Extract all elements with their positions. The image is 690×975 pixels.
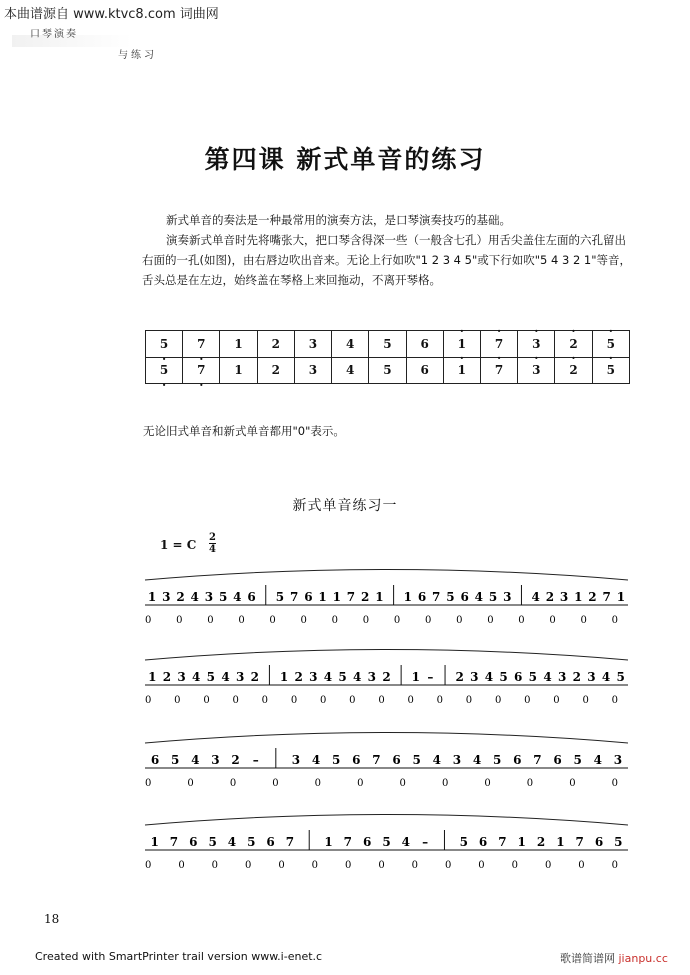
score-note: 5 [616,670,625,684]
hole-chart-cell: · 5 [592,331,629,358]
score-note: 5 [206,670,216,684]
lesson-title: 第四课 新式单音的练习 [204,145,486,174]
score-note: 3 [235,670,245,684]
score-note: 1 [517,835,526,849]
score-note: 4 [192,670,201,684]
score-note: 4 [593,753,602,767]
slur-mark [145,815,628,826]
score-note: 6 [417,590,427,604]
score-note: 4 [474,590,484,604]
score-note: 5 [528,670,538,684]
score-note: 3 [613,753,623,767]
score-note: 2 [361,590,370,604]
score-note: 2 [250,670,259,684]
time-signature-top: 2 [209,532,216,543]
score-note: 3 [291,753,301,767]
footer-credit: Created with SmartPrinter trail version www.i-enet.c [35,950,323,963]
zero-marker-row: 0 0 0 0 0 0 0 0 0 0 0 0 [145,778,619,789]
score-note: 1 [324,835,333,849]
source-watermark: 本曲谱源自 www.ktvc8.com 词曲网 [4,7,219,22]
score-note: 1 [403,590,412,604]
score-note: 6 [150,753,160,767]
score-line [0,645,690,715]
score-note: 4 [190,590,199,604]
score-note: 4 [543,670,552,684]
score-note: 5 [275,590,285,604]
time-signature [209,532,216,555]
harmonica-hole-chart [145,330,630,384]
hole-chart-cell: 5 · [146,357,183,384]
score-note: 6 [514,670,523,684]
hole-chart-cell: 5 · [146,331,183,358]
score-note: 6 [352,753,361,767]
score-note: 4 [432,753,441,767]
intro-paragraph-2: 演奏新式单音时先将嘴张大，把口琴含得深一些（一般含七孔）用舌尖盖住左面的六孔留出右面的一孔(如图)，由右唇边吹出音来。无论上行如吹"1 2 3 4 5"或下行如吹"5 4 3 2 1"等音，舌头总是在左边，始终盖在琴格上来回拖动，不离开琴格。 [142,233,632,287]
score-note: 1 [332,590,341,604]
score-note: 3 [177,670,186,684]
hole-chart-cell: 7 · [183,331,220,358]
score-note: 7 [346,590,356,604]
score-note: 4 [311,753,321,767]
hole-chart-cell: 4 [332,357,369,384]
score-note: 7 [372,753,381,767]
score-note: 3 [309,670,318,684]
zero-marker-row: 0 0 0 0 0 0 0 0 0 0 0 0 0 0 0 0 [145,615,618,626]
score-note: – [252,753,259,767]
hole-chart-cell: 2 [257,331,294,358]
score-note: 2 [382,670,391,684]
hole-chart-cell: · 7 [480,331,517,358]
score-note: 1 [279,670,289,684]
slur-mark [145,570,628,581]
intro-text [142,210,632,290]
hole-chart-cell: 5 [369,357,406,384]
score-note: 5 [208,835,217,849]
score-note: 3 [559,590,569,604]
score-note: 5 [499,670,508,684]
hole-chart-cell: · 3 [518,357,555,384]
hole-chart-row [146,331,630,358]
hole-chart-cell: · 2 [555,357,592,384]
hole-chart-cell: 7 · [183,357,220,384]
score-note: 6 [594,835,604,849]
score-note: 7 [289,590,299,604]
score-note: 5 [493,753,502,767]
hole-chart-cell: 1 [220,357,257,384]
intro-paragraph-1: 新式单音的奏法是一种最常用的演奏方法，是口琴演奏技巧的基础。 [166,213,511,227]
score-note: 4 [233,590,242,604]
score-note: 1 [556,835,565,849]
score-note: 1 [574,590,583,604]
score-note: 1 [147,590,157,604]
score-note: 4 [484,670,494,684]
score-note: 3 [211,753,220,767]
score-note: 7 [432,590,441,604]
score-note: 3 [587,670,596,684]
hole-chart-cell: 3 [294,357,331,384]
score-note: 4 [401,835,410,849]
score-note: 2 [162,670,172,684]
score-note: 1 [616,590,626,604]
score-note: 2 [231,753,240,767]
score-note: 5 [459,835,468,849]
score-note: 6 [553,753,562,767]
hole-chart-cell: 4 [332,331,369,358]
score-note: 2 [455,670,464,684]
score-line [0,728,690,798]
slur-mark [145,650,628,661]
score-note: 3 [503,590,512,604]
score-note: 3 [557,670,567,684]
score-note: 5 [338,670,347,684]
hole-chart-cell: 6 [406,357,443,384]
score-note: 3 [470,670,479,684]
zero-marker-row: 0 0 0 0 0 0 0 0 0 0 0 0 0 0 0 [145,860,619,871]
footer-brand-name: 歌谱简谱网 [560,952,615,965]
score-note: 7 [575,835,584,849]
score-note: 4 [323,670,333,684]
score-note: 6 [363,835,372,849]
score-note: 4 [353,670,362,684]
score-note: 3 [452,753,462,767]
score-note: 6 [247,590,256,604]
score-note: 5 [332,753,341,767]
score-note: 2 [572,670,581,684]
time-signature-bottom: 4 [209,544,216,555]
hole-chart-cell: 1 [220,331,257,358]
score-note: 6 [478,835,488,849]
key-signature: 1 = C [160,538,197,552]
slur-mark [145,733,628,744]
score-note: 7 [285,835,295,849]
score-note: 4 [472,753,482,767]
score-note: – [422,835,429,849]
score-line [0,810,690,880]
zero-marker-row: 0 0 0 0 0 0 0 0 0 0 0 0 0 0 0 0 0 [145,695,618,706]
score-note: 2 [588,590,597,604]
hole-chart-cell: 6 [406,331,443,358]
score-note: 6 [266,835,275,849]
score-note: 3 [162,590,171,604]
footer-brand-url: jianpu.cc [618,952,668,965]
footer-brand [560,950,668,966]
hole-chart-cell: · 7 [480,357,517,384]
score-note: 1 [411,670,420,684]
score-note: 7 [169,835,179,849]
page-number: 18 [44,912,60,926]
score-note: 5 [412,753,421,767]
hole-chart-cell: · 1 [443,331,480,358]
score-note: 3 [367,670,377,684]
score-note: 3 [204,590,214,604]
score-note: 2 [176,590,185,604]
score-note: 4 [601,670,611,684]
score-note: 1 [148,670,157,684]
score-note: 2 [294,670,303,684]
score-note: 1 [318,590,327,604]
score-note: 4 [221,670,230,684]
score-note: 5 [247,835,256,849]
hole-chart-cell: 5 [369,331,406,358]
score-note: 5 [171,753,180,767]
score-note: 5 [382,835,391,849]
score-note: 5 [488,590,498,604]
score-note: 4 [531,590,540,604]
score-note: 5 [573,753,582,767]
score-note: – [427,670,434,684]
book-title: 口琴演奏 [30,29,78,40]
hole-chart-row [146,357,630,384]
hole-chart-cell: · 2 [555,331,592,358]
score-note: 5 [218,590,228,604]
notation-note: 无论旧式单音和新式单音都用"0"表示。 [143,424,345,438]
hole-chart-cell: · 3 [518,331,555,358]
hole-chart-cell: · 5 [592,357,629,384]
score-note: 6 [513,753,522,767]
exercise-title: 新式单音练习一 [292,498,398,514]
score-note: 2 [545,590,555,604]
score-note: 7 [343,835,353,849]
score-note: 7 [498,835,507,849]
score-note: 6 [304,590,313,604]
score-note: 7 [533,753,542,767]
hole-chart-cell: · 1 [443,357,480,384]
score-note: 4 [227,835,237,849]
score-note: 2 [536,835,546,849]
score-line [0,565,690,635]
score-note: 5 [446,590,455,604]
score-note: 1 [375,590,384,604]
score-note: 1 [150,835,159,849]
hole-chart-cell: 3 [294,331,331,358]
score-note: 6 [460,590,469,604]
book-subtitle: 与练习 [118,50,157,61]
score-note: 6 [392,753,401,767]
hole-chart-cell: 2 [257,357,294,384]
score-note: 5 [614,835,623,849]
score-note: 4 [191,753,200,767]
score-note: 7 [602,590,611,604]
score-note: 6 [189,835,198,849]
